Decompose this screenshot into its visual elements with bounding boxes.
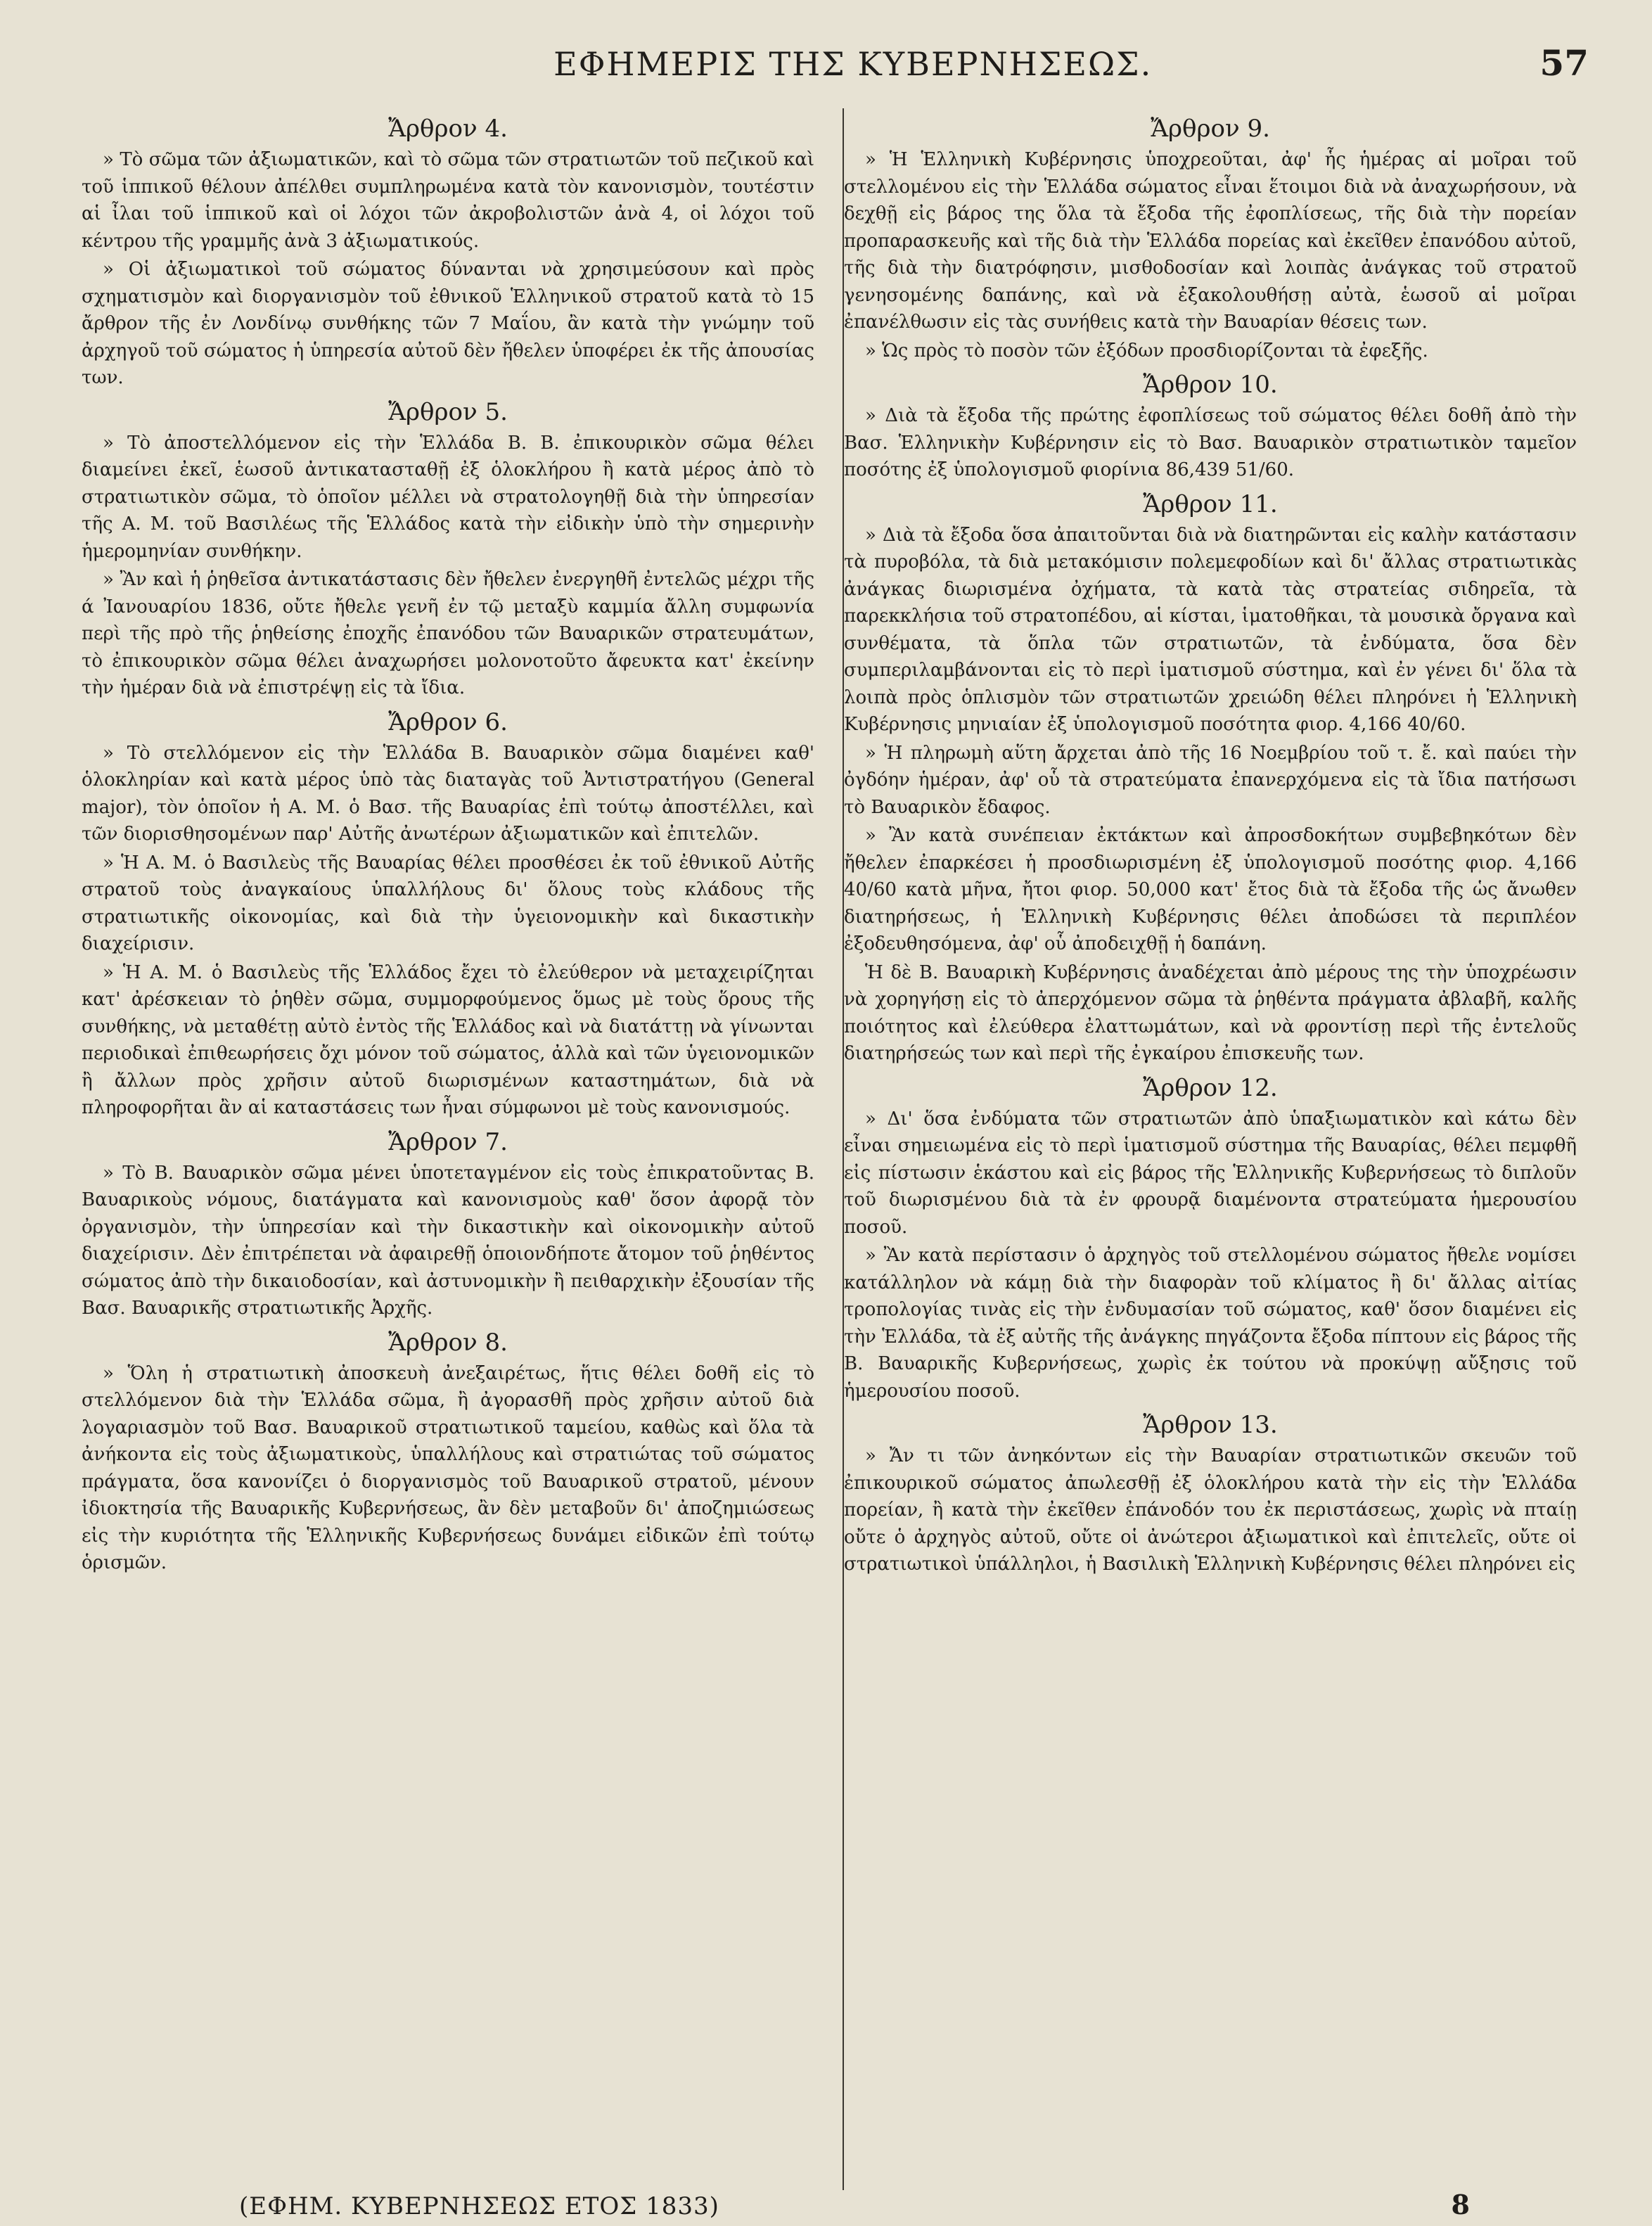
paragraph: » Ἡ πληρωμὴ αὕτη ἄρχεται ἀπὸ τῆς 16 Νοεμβρίου τοῦ τ. ἔ. καὶ παύει τὴν ὀγδόην ἡμέραν, ἀφ' οὗ τὰ στρατεύματα ἐπανερχόμενα εἰς τὰ ἴδια πατήσωσι τὸ Βαυαρικὸν ἔδαφος. (844, 742, 1577, 818)
article-heading: Ἄρθρον 9. (1151, 115, 1270, 143)
paragraph: » Ὅλη ἡ στρατιωτικὴ ἀποσκευὴ ἀνεξαιρέτως, ἥτις θέλει δοθῆ εἰς τὸ στελλόμενον διὰ τὴν Ἑλλάδα σῶμα, ἢ ἀγορασθῆ πρὸς χρῆσιν αὐτοῦ διὰ λογαριασμὸν τοῦ Βασ. Βαυαρικοῦ στρατιωτικοῦ ταμείου, καθὼς καὶ ὅλα τὰ ἀνήκοντα εἰς τοὺς ἀξιωματικοὺς, ὑπαλλήλους καὶ στρατιώτας τοῦ σώματος πράγματα, ὅσα κανονίζει ὁ διοργανισμὸς τοῦ Βαυαρικοῦ στρατοῦ, μένουν ἰδιοκτησία τῆς Βαυαρικῆς Κυβερνήσεως, ἂν δὲν μεταβοῦν δι' ἀποζημιώσεως εἰς τὴν κυριότητα τῆς Ἑλληνικῆς Κυβερνήσεως δυνάμει εἰδικῶν ἐπὶ τούτῳ ὁρισμῶν. (82, 1362, 814, 1573)
article-heading: Ἄρθρον 4. (388, 115, 508, 143)
paragraph: » Διὰ τὰ ἔξοδα τῆς πρώτης ἐφοπλίσεως τοῦ σώματος θέλει δοθῆ ἀπὸ τὴν Βασ. Ἑλληνικὴν Κυβέρνησιν εἰς τὸ Βασ. Βαυαρικὸν στρατιωτικὸν ταμεῖον ποσότης ἐξ ὑπολογισμοῦ φιορίνια 86,439 51/60. (844, 405, 1577, 480)
article-6 (82, 706, 814, 1122)
article-11 (844, 488, 1577, 1068)
columns (82, 108, 1589, 1580)
paragraph: » Ἄν τι τῶν ἀνηκόντων εἰς τὴν Βαυαρίαν στρατιωτικῶν σκευῶν τοῦ ἐπικουρικοῦ σώματος ἀπωλεσθῇ ἐξ ὁλοκλήρου κατὰ τὴν εἰς τὴν Ἑλλάδα πορείαν, ἢ κατὰ τὴν ἐκεῖθεν ἐπάνοδόν του ἐκ περιστάσεως, χωρὶς νὰ πταίῃ οὔτε ὁ ἀρχηγὸς αὐτοῦ, οὔτε οἱ ἀνώτεροι ἀξιωματικοὶ καὶ ἐπιτελεῖς, οὔτε οἱ στρατιωτικοὶ ὑπάλληλοι, ἡ Βασιλικὴ Ἑλληνικὴ Κυβέρνησις θέλει πληρόνει εἰς (844, 1445, 1577, 1575)
right-column (844, 108, 1577, 1580)
paragraph: » Ἡ Α. Μ. ὁ Βασιλεὺς τῆς Βαυαρίας θέλει προσθέσει ἐκ τοῦ ἐθνικοῦ Αὐτῆς στρατοῦ τοὺς ἀναγκαίους ὑπαλλήλους δι' ὅλους τοὺς κλάδους τῆς στρατιωτικῆς οἰκονομίας, καὶ διὰ τὴν ὑγειονομικὴν καὶ δικαστικὴν διαχείρισιν. (82, 852, 814, 954)
article-heading: Ἄρθρον 5. (388, 397, 508, 426)
article-heading: Ἄρθρον 7. (388, 1127, 508, 1156)
paragraph: » Ἡ Ἑλληνικὴ Κυβέρνησις ὑποχρεοῦται, ἀφ' ἧς ἡμέρας αἱ μοῖραι τοῦ στελλομένου εἰς τὴν Ἑλλάδα σώματος εἶναι ἕτοιμοι διὰ νὰ ἀναχωρήσουν, νὰ δεχθῇ εἰς βάρος της ὅλα τὰ ἔξοδα τῆς ἐφοπλίσεως, τῆς διὰ τὴν πορείαν προπαρασκευῆς καὶ τῆς διὰ τὴν Ἑλλάδα πορείας καὶ ἐκεῖθεν ἐπανόδου αὐτοῦ, τῆς διὰ τὴν διατρόφησιν, μισθοδοσίαν καὶ λοιπὰς ἀνάγκας τοῦ στρατοῦ γενησομένης δαπάνης, καὶ νὰ ἐξακολουθήσῃ αὐτὰ, ἑωσοῦ αἱ μοῖραι ἐπανέλθωσιν εἰς τὰς συνήθεις κατὰ τὴν Βαυαρίαν θέσεις των. (844, 149, 1577, 333)
article-13 (844, 1409, 1577, 1578)
column-rule (843, 108, 844, 2190)
paragraph: » Ἂν κατὰ περίστασιν ὁ ἀρχηγὸς τοῦ στελλομένου σώματος ἤθελε νομίσει κατάλληλον νὰ κάμῃ διὰ τὴν διαφορὰν τοῦ κλίματος ἢ δι' ἄλλας αἰτίας τροπολογίας τινὰς εἰς τὴν ἐνδυμασίαν τοῦ σώματος, καθ' ὅσον διαμένει εἰς τὴν Ἑλλάδα, τὰ ἐξ αὐτῆς τῆς ἀνάγκης πηγάζοντα ἔξοδα πίπτουν εἰς βάρος τῆς Β. Βαυαρικῆς Κυβερνήσεως, χωρὶς ἐκ τούτου νὰ προκύψῃ αὔξησις τοῦ ἡμερουσίου ποσοῦ. (844, 1245, 1577, 1402)
paragraph: » Τὸ στελλόμενον εἰς τὴν Ἑλλάδα Β. Βαυαρικὸν σῶμα διαμένει καθ' ὁλοκληρίαν καὶ κατὰ μέρος ὑπὸ τὰς διαταγὰς τοῦ Ἀντιστρατήγου (General major), τὸν ὁποῖον ἡ Α. Μ. ὁ Βασ. τῆς Βαυαρίας ἐπὶ τούτῳ ἀποστέλλει, καὶ τῶν διορισθησομένων παρ' Αὐτῆς ἀνωτέρων ἀξιωματικῶν καὶ ἐπιτελῶν. (82, 742, 814, 845)
article-heading: Ἄρθρον 12. (1143, 1073, 1278, 1102)
article-9 (844, 113, 1577, 364)
page-title: ΕΦΗΜΕΡΙΣ ΤΗΣ ΚΥΒΕΡΝΗΣΕΩΣ. (553, 45, 1153, 83)
paragraph: » Διὰ τὰ ἔξοδα ὅσα ἀπαιτοῦνται διὰ νὰ διατηρῶνται εἰς καλὴν κατάστασιν τὰ πυροβόλα, τὰ διὰ μετακόμισιν πολεμεφοδίων καὶ δι' ἄλλας στρατιωτικὰς ἀνάγκας διωρισμένα ὀχήματα, τὰ κατὰ τὰς στρατείας σιδηρεῖα, τὰ παρεκκλήσια τοῦ στρατοπέδου, αἱ κίσται, ἱματοθῆκαι, τὰ μουσικὰ ὄργανα καὶ συνθέματα, τὰ ὅπλα τῶν στρατιωτῶν, τὰ ἐνδύματα, ὅσα δὲν συμπεριλαμβάνονται εἰς τὸ περὶ ἱματισμοῦ σύστημα, καὶ ἐν γένει δι' ὅλα τὰ λοιπὰ πρὸς ὁπλισμὸν τῶν στρατιωτῶν χρειώδη θέλει πληρόνει ἡ Ἑλληνικὴ Κυβέρνησις μηνιαίαν ἐξ ὑπολογισμοῦ ποσότητα φιορ. 4,166 40/60. (844, 524, 1577, 735)
article-7 (82, 1126, 814, 1322)
paragraph: » Τὸ Β. Βαυαρικὸν σῶμα μένει ὑποτεταγμένον εἰς τοὺς ἐπικρατοῦντας Β. Βαυαρικοὺς νόμους, διατάγματα καὶ κανονισμοὺς καθ' ὅσον ἀφορᾷ τὸν ὀργανισμὸν, τὴν ὑπηρεσίαν καὶ τὴν δικαστικὴν καὶ οἰκονομικὴν αὐτοῦ διαχείρισιν. Δὲν ἐπιτρέπεται νὰ ἀφαιρεθῇ ὁποιονδήποτε ἄτομον τοῦ ῥηθέντος σώματος ἀπὸ τὴν δικαιοδοσίαν, καὶ ἀστυνομικὴν ἢ πειθαρχικὴν ἐξουσίαν τῆς Βασ. Βαυαρικῆς στρατιωτικῆς Ἀρχῆς. (82, 1162, 814, 1319)
article-4 (82, 113, 814, 392)
paragraph: » Ἂν καὶ ἡ ῥηθεῖσα ἀντικατάστασις δὲν ἤθελεν ἐνεργηθῆ ἐντελῶς μέχρι τῆς ά Ἰανουαρίου 1836, οὔτε ἤθελε γενῆ ἐν τῷ μεταξὺ καμμία ἄλλη συμφωνία περὶ τῆς πρὸ τῆς ῥηθείσης ἐποχῆς ἐπανόδου τῶν Βαυαρικῶν στρατευμάτων, τὸ ἐπικουρικὸν σῶμα θέλει ἀναχωρήσει μολονοτοῦτο ἄφευκτα κατ' ἐκείνην τὴν ἡμέραν διὰ νὰ ἐπιστρέψῃ εἰς τὰ ἴδια. (82, 569, 814, 698)
article-10 (844, 369, 1577, 484)
article-heading: Ἄρθρον 8. (388, 1328, 508, 1357)
article-heading: Ἄρθρον 13. (1143, 1411, 1278, 1439)
paragraph: Ἡ δὲ Β. Βαυαρικὴ Κυβέρνησις ἀναδέχεται ἀπὸ μέρους της τὴν ὑποχρέωσιν νὰ χορηγήσῃ εἰς τὸ ἀπερχόμενον σῶμα τὰ ῥηθέντα πράγματα ἀβλαβῆ, καλῆς ποιότητος καὶ ἐλεύθερα ἐλαττωμάτων, καὶ νὰ φροντίσῃ περὶ τῆς ἐντελοῦς διατηρήσεώς των καὶ περὶ τῆς ἐγκαίρου ἐπισκευῆς των. (844, 961, 1577, 1064)
paragraph: » Ἂν κατὰ συνέπειαν ἐκτάκτων καὶ ἀπροσδοκήτων συμβεβηκότων δὲν ἤθελεν ἐπαρκέσει ἡ προσδιωρισμένη ἐξ ὑπολογισμοῦ ποσότης φιορ. 4,166 40/60 κατὰ μῆνα, ἤτοι φιορ. 50,000 κατ' ἔτος διὰ τὰ ἔξοδα τῆς ὡς ἄνωθεν διατηρήσεως, ἡ Ἑλληνικὴ Κυβέρνησις θέλει ἀποδώσει τὰ περιπλέον ἐξοδευθησόμενα, ἀφ' οὗ ἀποδειχθῇ ἡ δαπάνη. (844, 825, 1577, 954)
sheet-number: 8 (1451, 2189, 1470, 2220)
paragraph: » Τὸ ἀποστελλόμενον εἰς τὴν Ἑλλάδα Β. Β. ἐπικουρικὸν σῶμα θέλει διαμείνει ἐκεῖ, ἑωσοῦ ἀντικατασταθῇ ἐξ ὁλοκλήρου ἢ κατὰ μέρος ἀπὸ τὸ στρατιωτικὸν σῶμα, τὸ ὁποῖον μέλλει νὰ στρατολογηθῇ διὰ τὴν ὑπηρεσίαν τῆς Α. Μ. τοῦ Βασιλέως τῆς Ἑλλάδος κατὰ τὴν εἰδικὴν ὑπὸ τὴν σημερινὴν ἡμερομηνίαν συνθήκην. (82, 432, 814, 562)
paragraph: » Οἱ ἀξιωματικοὶ τοῦ σώματος δύνανται νὰ χρησιμεύσουν καὶ πρὸς σχηματισμὸν καὶ διοργανισμὸν τοῦ ἐθνικοῦ Ἑλληνικοῦ στρατοῦ κατὰ τὸ 15 ἄρθρον τῆς ἐν Λονδίνῳ συνθήκης τῶν 7 Μαΐου, ἂν κατὰ τὴν γνώμην τοῦ ἀρχηγοῦ τοῦ σώματος ἡ ὑπηρεσία αὐτοῦ δὲν ἤθελεν ὑποφέρει ἐκ τῆς ἀπουσίας των. (82, 259, 814, 388)
paragraph: » Τὸ σῶμα τῶν ἀξιωματικῶν, καὶ τὸ σῶμα τῶν στρατιωτῶν τοῦ πεζικοῦ καὶ τοῦ ἱππικοῦ θέλουν ἀπέλθει συμπληρωμένα κατὰ τὸν κανονισμὸν, τουτέστιν αἱ ἶλαι τοῦ ἱππικοῦ καὶ οἱ λόχοι τῶν ἀκροβολιστῶν ἀνὰ 4, οἱ λόχοι τοῦ κέντρου τῆς γραμμῆς ἀνὰ 3 ἀξιωματικούς. (82, 149, 814, 252)
paragraph: » Ὡς πρὸς τὸ ποσὸν τῶν ἐξόδων προσδιορίζονται τὰ ἐφεξῆς. (865, 340, 1428, 362)
article-5 (82, 396, 814, 702)
article-heading: Ἄρθρον 6. (388, 708, 508, 736)
running-head (82, 42, 1589, 98)
footer-signature: (ΕΦΗΜ. ΚΥΒΕΡΝΗΣΕΩΣ ΕΤΟΣ 1833) (239, 2192, 719, 2220)
article-heading: Ἄρθρον 11. (1143, 490, 1278, 518)
paragraph: » Δι' ὅσα ἐνδύματα τῶν στρατιωτῶν ἀπὸ ὑπαξιωματικὸν καὶ κάτω δὲν εἶναι σημειωμένα εἰς τὸ περὶ ἱματισμοῦ σύστημα τῆς Βαυαρίας, θέλει πεμφθῆ εἰς πίστωσιν ἑκάστου καὶ εἰς βάρος τῆς Ἑλληνικῆς Κυβερνήσεως τὸ διπλοῦν τοῦ διωρισμένου διὰ τὰ ἐν φρουρᾷ διαμένοντα στρατεύματα ἡμερουσίου ποσοῦ. (844, 1108, 1577, 1238)
article-heading: Ἄρθρον 10. (1143, 371, 1278, 399)
article-12 (844, 1072, 1577, 1405)
left-column (82, 108, 814, 1580)
page-footer (239, 2189, 1561, 2220)
article-8 (82, 1326, 814, 1577)
page-number: 57 (1539, 42, 1589, 84)
paragraph: » Ἡ Α. Μ. ὁ Βασιλεὺς τῆς Ἑλλάδος ἔχει τὸ ἐλεύθερον νὰ μεταχειρίζηται κατ' ἀρέσκειαν τὸ ῥηθὲν σῶμα, συμμορφούμενος ὅμως μὲ τοὺς ὅρους τῆς συνθήκης, νὰ μεταθέτῃ αὐτὸ ἐντὸς τῆς Ἑλλάδος καὶ νὰ διατάττῃ νὰ γίνωνται περιοδικαὶ ἐπιθεωρήσεις ὄχι μόνον τοῦ σώματος, ἀλλὰ καὶ τῶν ὑγειονομικῶν ἢ ἄλλων πρὸς χρῆσιν αὐτοῦ διωρισμένων καταστημάτων, διὰ νὰ πληροφορῆται ἂν αἱ καταστάσεις των ἦναι σύμφωνοι μὲ τοὺς κανονισμούς. (82, 961, 814, 1118)
